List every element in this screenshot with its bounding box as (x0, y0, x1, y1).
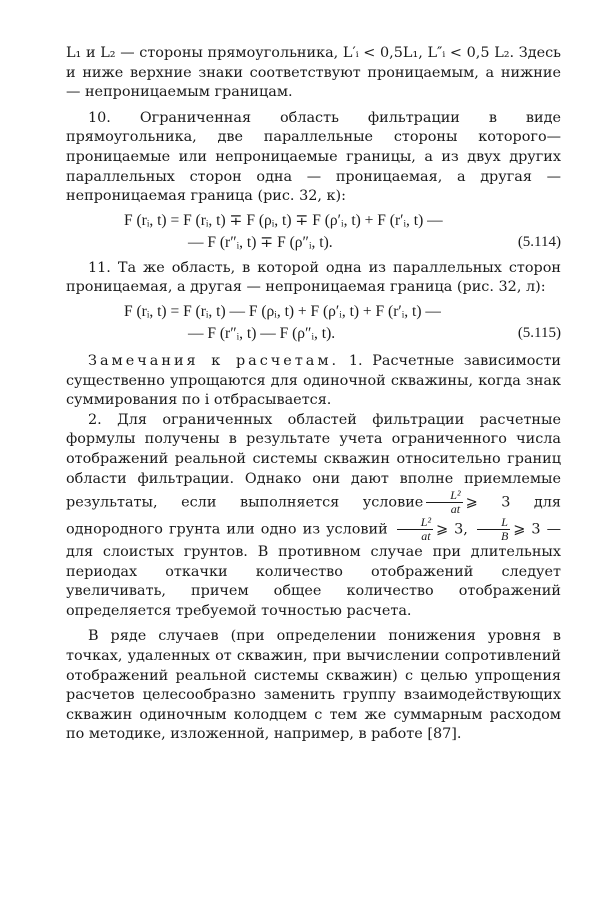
fraction-numerator: L (477, 516, 510, 530)
equation-5-114 (66, 211, 561, 255)
equation-5-114-line1: F (rᵢ, t) = F (rᵢ, t) ∓ F (ρᵢ, t) ∓ F (ρ′ᵢ, t) + F (r′ᵢ, t) — (124, 211, 443, 229)
paragraph-remarks-2 (66, 411, 561, 622)
paragraph-item-10: 10. Ограниченная область фильтрации в виде прямоугольника, две параллельные стороны которого— проницаемые или непроницаемые границы, а из двух других параллельных сторон одна — проницаемая, а другая — непроницаемая граница (рис. 32, к): (66, 109, 561, 205)
paragraph-rectangle-sides: L₁ и L₂ — стороны прямоугольника, L′ᵢ < 0,5L₁, L″ᵢ < 0,5 L₂. Здесь и ниже верхние знаки соответствуют проницаемым, а нижние — непроницаемым границам. (66, 45, 561, 101)
fraction-l2-over-at-2 (397, 516, 433, 543)
fraction-denominator: at (450, 502, 461, 517)
fraction-l-over-b (477, 516, 510, 543)
equation-5-115-number: (5.115) (517, 324, 561, 341)
fraction-denominator: B (500, 529, 509, 544)
fraction-numerator: L² (426, 489, 462, 503)
fraction-l2-over-at-1 (426, 489, 462, 516)
equation-5-115 (66, 302, 561, 346)
remarks-text-1: 1. Расчетные зависимости существенно упрощаются для одиночной скважины, когда знак суммирования по i отбрасывается. (66, 352, 561, 409)
remarks-heading: Замечания к расчетам. (88, 352, 340, 369)
equation-5-114-line2: — F (r″ᵢ, t) ∓ F (ρ″ᵢ, t). (188, 233, 333, 251)
paragraph-group-replacement: В ряде случаев (при определении понижения уровня в точках, удаленных от скважин, при вычислении сопротивлений отображений реальной системы скважин) с целью упрощения расчетов целесообразно заменить группу взаимодействующих скважин одиночным колодцем с тем же суммарным расходом по методике, изложенной, например, в работе [87]. (66, 628, 561, 743)
equation-5-114-number: (5.114) (517, 233, 561, 250)
remarks-condition-tail: ⩾ 3 для однородного грунта или одно из условий (66, 494, 561, 538)
remarks-text-2b: ⩾ 3 — для слоистых грунтов. В противном случае при длительных периодах откачки количество отображений следует увеличивать, причем общее количество отображений определяется требуемой точностью расчета. (66, 521, 561, 619)
remarks-condition-mid: ⩾ 3, (436, 521, 468, 538)
equation-5-115-line1: F (rᵢ, t) = F (rᵢ, t) — F (ρᵢ, t) + F (ρ′ᵢ, t) + F (r′ᵢ, t) — (124, 302, 441, 320)
paragraph-item-11: 11. Та же область, в которой одна из параллельных сторон проницаемая, а другая — непроницаемая граница (рис. 32, л): (66, 259, 561, 296)
paragraph-remarks-1 (66, 352, 561, 411)
equation-5-115-line2: — F (r″ᵢ, t) — F (ρ″ᵢ, t). (188, 324, 336, 342)
remarks-text-2a: 2. Для ограниченных областей фильтрации расчетные формулы получены в результате учета ограниченного числа отображений реальной системы скважин относительно границ области фильтрации. Однако они дают вполне приемлемые результаты, если выполняется условие (66, 411, 561, 511)
fraction-numerator: L² (397, 516, 433, 530)
fraction-denominator: at (421, 529, 431, 544)
